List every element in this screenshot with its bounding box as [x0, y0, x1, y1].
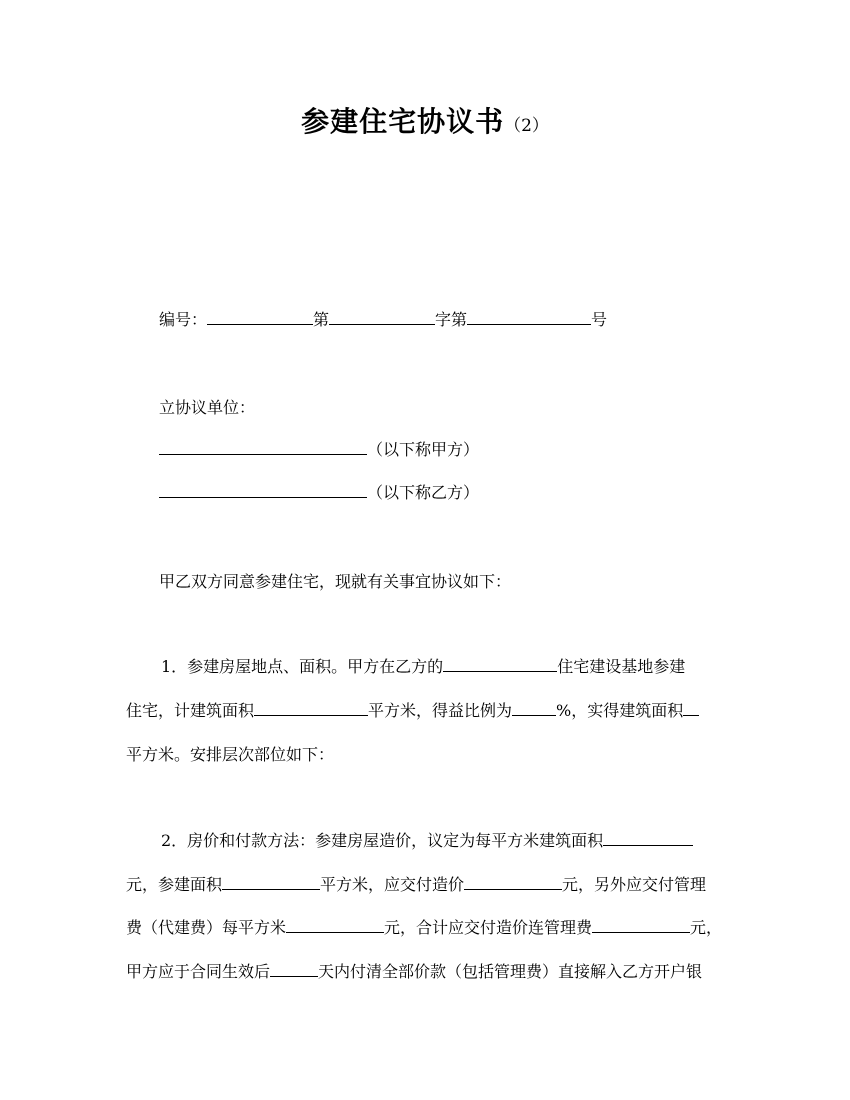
clause1-area-blank[interactable]	[254, 699, 368, 716]
party-b-blank[interactable]	[159, 481, 367, 498]
number-label: 编号：	[159, 310, 208, 329]
clause2-text: 平方米，应交付造价	[320, 875, 465, 894]
clause1-text: 平方米，得益比例为	[368, 701, 513, 720]
party-b-suffix: （以下称乙方）	[367, 483, 480, 502]
number-blank-1[interactable]	[207, 308, 313, 325]
clause1-text: 住宅，计建筑面积	[126, 701, 255, 720]
number-text-2: 字第	[435, 310, 468, 329]
clause2-line4	[126, 960, 702, 984]
number-text-1: 第	[313, 310, 330, 329]
number-blank-2[interactable]	[329, 308, 435, 325]
clause1-text: 住宅建设基地参建	[557, 657, 686, 676]
party-a-suffix: （以下称甲方）	[367, 440, 480, 459]
clause2-total-blank[interactable]	[592, 916, 690, 933]
clause1-text: 1．参建房屋地点、面积。甲方在乙方的	[161, 657, 444, 676]
clause1-text: %，实得建筑面积	[556, 701, 684, 720]
clause2-text: 元，	[690, 918, 723, 937]
clause2-line2	[126, 873, 706, 897]
title-main: 参建住宅协议书	[301, 105, 505, 138]
clause1-ratio-blank[interactable]	[512, 699, 556, 716]
clause2-text: 天内付清全部价款（包括管理费）直接解入乙方开户银	[318, 962, 703, 981]
clause1-line2	[126, 699, 699, 723]
clause2-area-blank[interactable]	[222, 873, 320, 890]
number-text-3: 号	[591, 310, 608, 329]
clause1-actual-area-blank[interactable]	[683, 699, 699, 716]
intro-paragraph: 甲乙双方同意参建住宅，现就有关事宜协议如下：	[159, 572, 512, 591]
clause2-text: 费（代建费）每平方米	[126, 918, 287, 937]
clause1-line3: 平方米。安排层次部位如下：	[126, 745, 335, 764]
party-a-line	[159, 438, 479, 462]
clause1-line1	[161, 655, 685, 679]
document-title	[0, 100, 850, 140]
clause2-text: 元，另外应交付管理	[562, 875, 707, 894]
clause2-text: 2．房价和付款方法：参建房屋造价，议定为每平方米建筑面积	[161, 831, 604, 850]
clause2-line1	[161, 829, 693, 853]
parties-heading: 立协议单位：	[159, 398, 256, 417]
clause1-location-blank[interactable]	[443, 655, 557, 672]
clause2-cost-blank[interactable]	[464, 873, 562, 890]
clause2-fee-blank[interactable]	[286, 916, 384, 933]
number-line	[159, 308, 607, 332]
clause2-text: 甲方应于合同生效后	[126, 962, 271, 981]
clause2-price-blank[interactable]	[603, 829, 693, 846]
title-suffix: （2）	[504, 116, 549, 136]
party-b-line	[159, 481, 479, 505]
clause2-line3	[126, 916, 722, 940]
clause2-text: 元，参建面积	[126, 875, 223, 894]
clause2-days-blank[interactable]	[270, 960, 318, 977]
party-a-blank[interactable]	[159, 438, 367, 455]
clause2-text: 元，合计应交付造价连管理费	[384, 918, 593, 937]
number-blank-3[interactable]	[467, 308, 591, 325]
